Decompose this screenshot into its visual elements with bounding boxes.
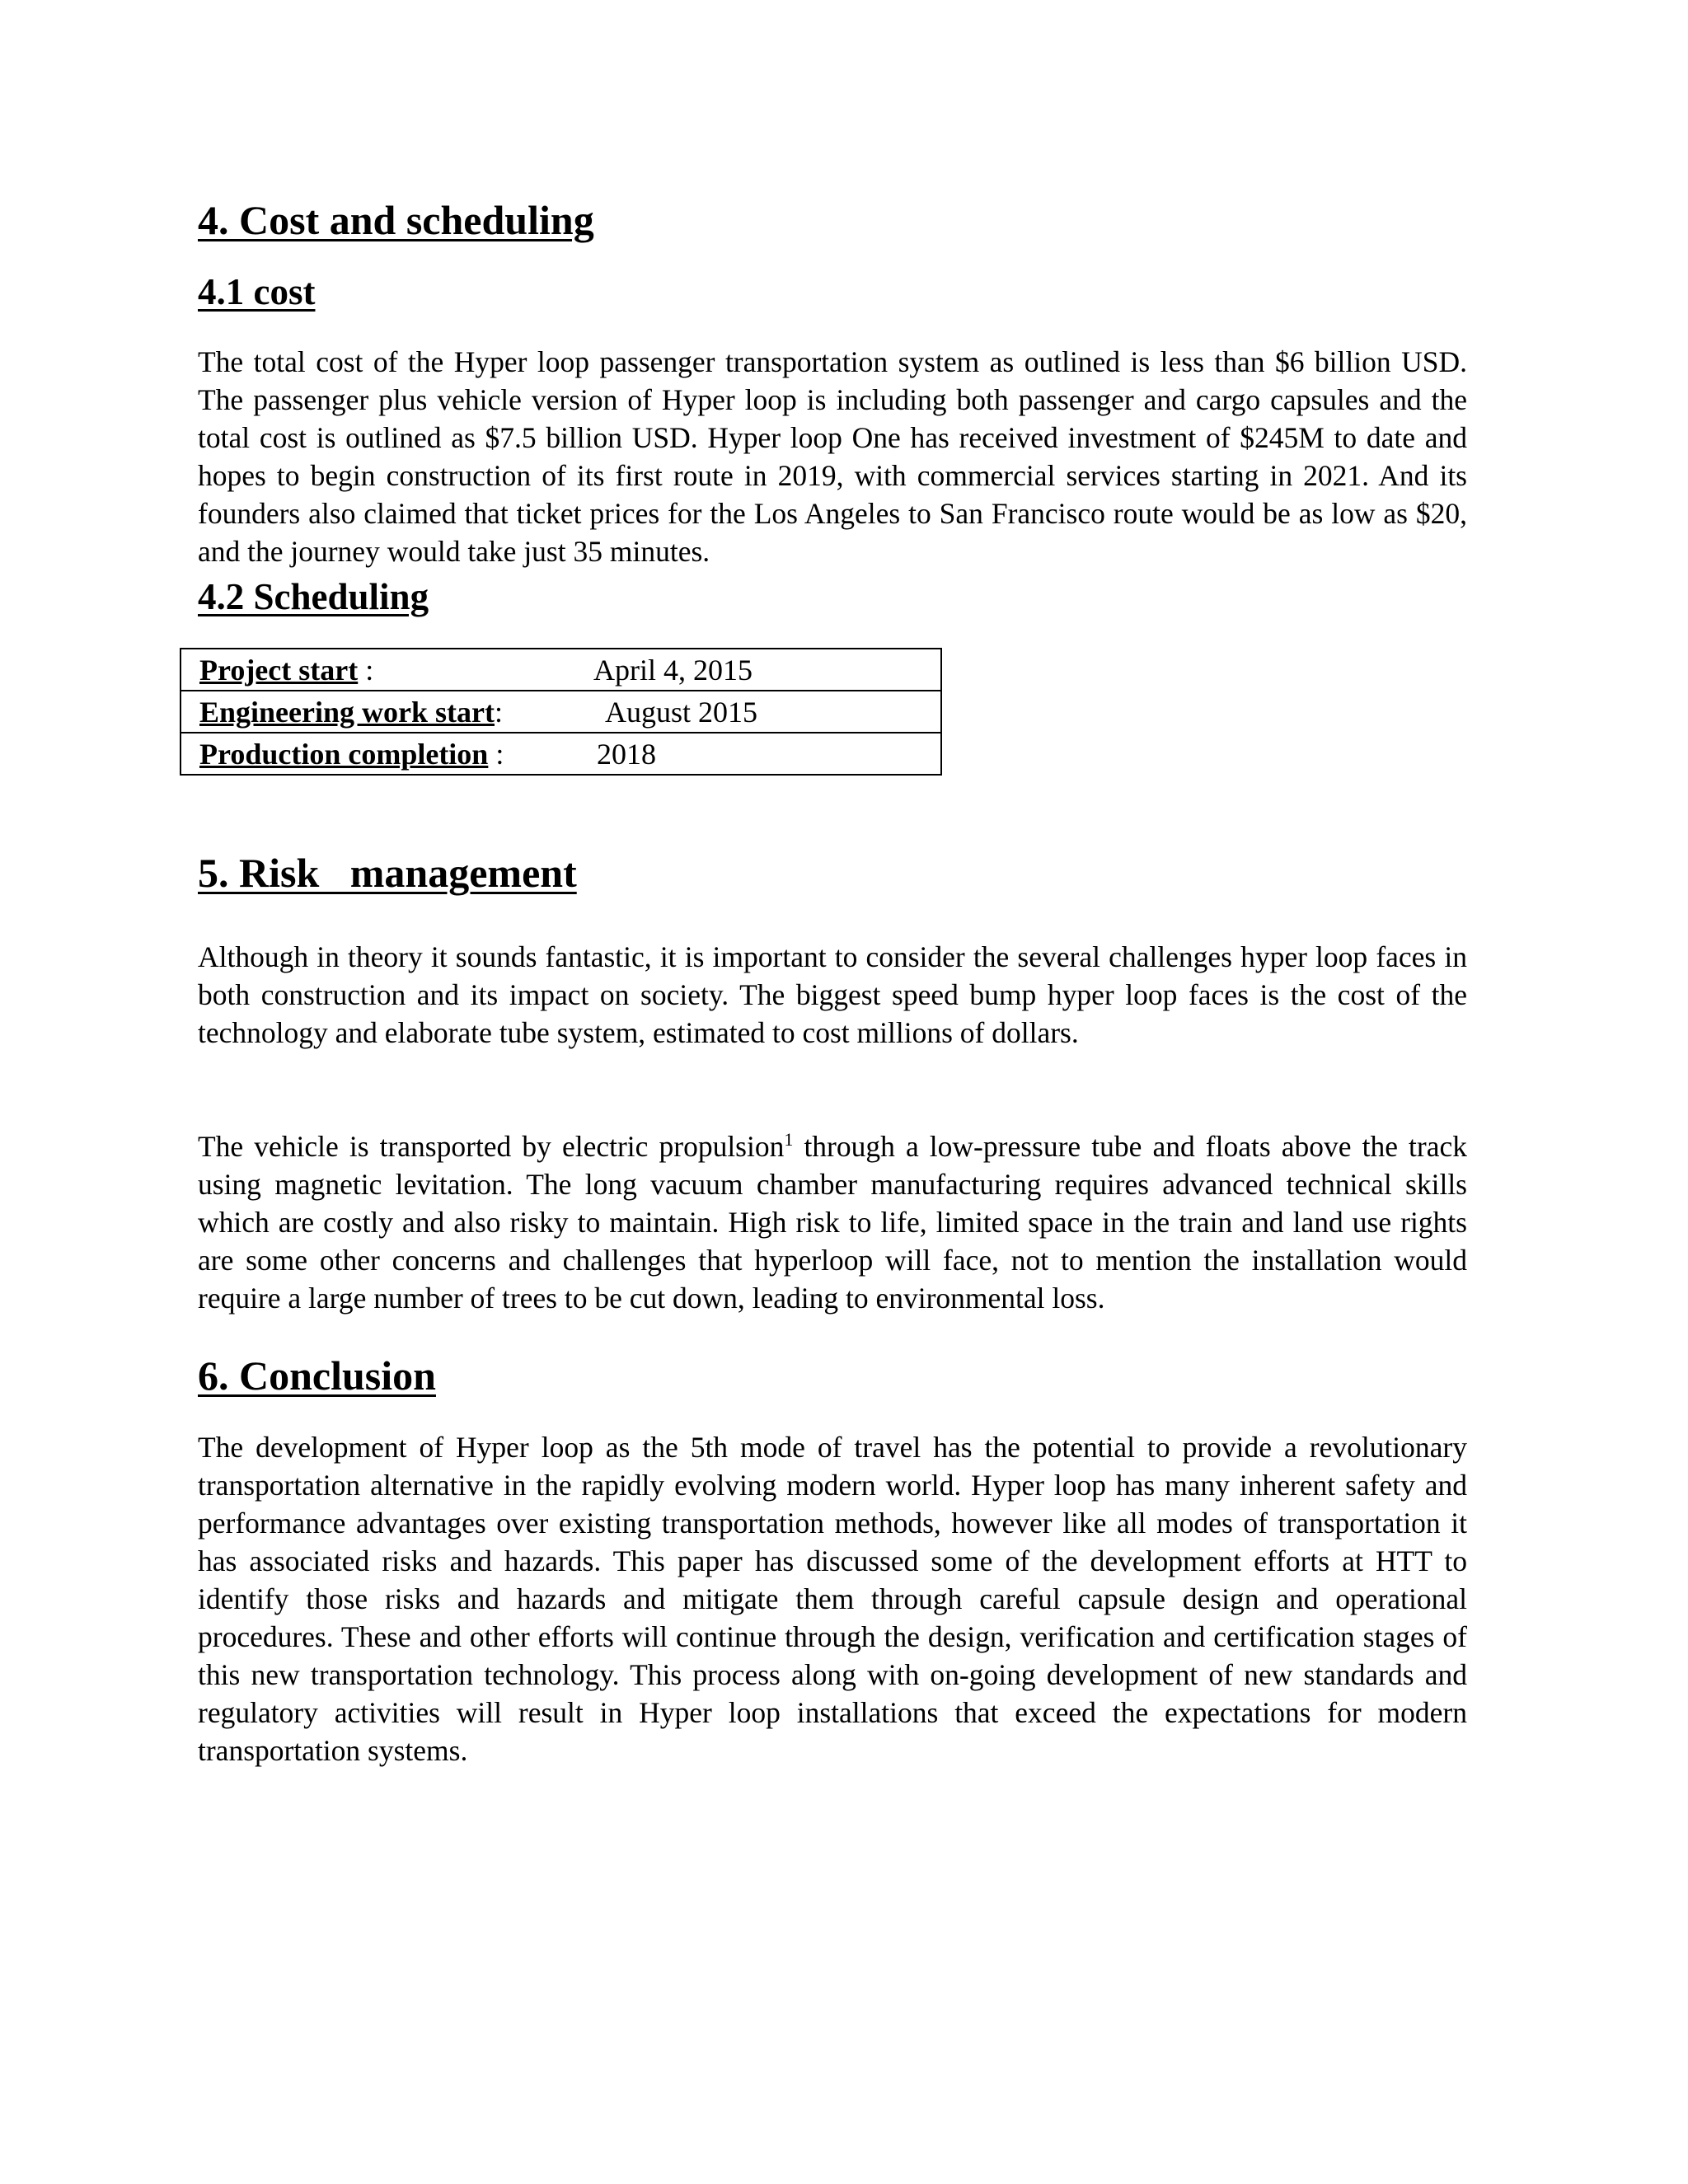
conclusion-paragraph: The development of Hyper loop as the 5th mode of travel has the potential to provide a revolutionary transportation alternative in the rapidly evolving modern world. Hyper loop has many inherent safety and performance advantages over existing transportation methods, however like all modes of transportation it has associated risks and hazards. This paper has discussed some of the development efforts at HTT to identify those risks and hazards and mitigate them through careful capsule design and operational procedures. These and other efforts will continue through the design, verification and certification stages of this new transportation technology. This process along with on-going development of new standards and regulatory activities will result in Hyper loop installations that exceed the expectations for modern transportation systems. xyxy=(198,1431,1467,1767)
schedule-label-cell xyxy=(181,691,546,733)
section-4-2-heading: 4.2 Scheduling xyxy=(198,576,429,617)
schedule-row xyxy=(181,649,941,691)
schedule-value: April 4, 2015 xyxy=(546,649,941,691)
section-4-1-heading: 4.1 cost xyxy=(198,271,316,312)
schedule-row xyxy=(181,733,941,775)
section-5-heading: 5. Risk management xyxy=(198,850,577,896)
section-6-heading: 6. Conclusion xyxy=(198,1352,436,1399)
risk-paragraph-2 xyxy=(198,1127,1467,1317)
schedule-separator: : xyxy=(358,653,374,687)
schedule-label-cell xyxy=(181,733,546,775)
schedule-label: Production completion xyxy=(199,737,489,771)
schedule-label: Project start xyxy=(199,653,359,687)
schedule-separator: : xyxy=(494,695,503,729)
footnote-marker: 1 xyxy=(784,1129,794,1151)
risk-paragraph-2-rest: through a low-pressure tube and floats above the track using magnetic levitation. The long vacuum chamber manufacturing requires advanced technical skills which are costly and also risky to maintain. High risk to life, limited space in the train and land use rights are some other concerns and challenges that hyperloop will face, not to mention the installation would require a large number of trees to be cut down, leading to environmental loss. xyxy=(198,1130,1467,1315)
schedule-row xyxy=(181,691,941,733)
schedule-separator: : xyxy=(488,737,504,771)
schedule-table xyxy=(180,648,942,776)
schedule-label-cell xyxy=(181,649,546,691)
risk-paragraph-2-start: The vehicle is transported by electric propulsion xyxy=(198,1130,785,1163)
schedule-value: 2018 xyxy=(546,733,941,775)
section-4-heading: 4. Cost and scheduling xyxy=(198,197,594,243)
risk-paragraph-1: Although in theory it sounds fantastic, it is important to consider the several challenges hyper loop faces in both construction and its impact on society. The biggest speed bump hyper loop faces is the cost of the technology and elaborate tube system, estimated to cost millions of dollars. xyxy=(198,940,1467,1049)
schedule-label: Engineering work start xyxy=(199,695,495,729)
cost-paragraph: The total cost of the Hyper loop passenger transportation system as outlined is less than $6 billion USD. The passenger plus vehicle version of Hyper loop is including both passenger and cargo capsules and the total cost is outlined as $7.5 billion USD. Hyper loop One has received investment of $245M to date and hopes to begin construction of its first route in 2019, with commercial services starting in 2021. And its founders also claimed that ticket prices for the Los Angeles to San Francisco route would be as low as $20, and the journey would take just 35 minutes. xyxy=(198,345,1467,568)
schedule-value: August 2015 xyxy=(546,691,941,733)
